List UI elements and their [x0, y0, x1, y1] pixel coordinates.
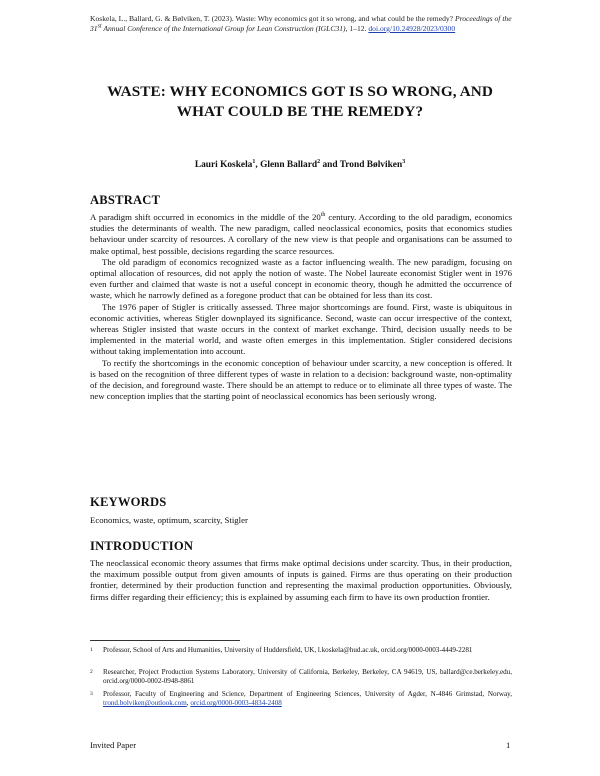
introduction-heading: INTRODUCTION: [90, 539, 194, 553]
footnote-1: 1 Professor, School of Arts and Humanities, University of Huddersfield, UK, l.koskela@hud.ac.uk, orcid.org/0000-0003-4449-2281: [90, 646, 473, 654]
email-link[interactable]: trond.bolviken@outlook.com: [103, 699, 187, 708]
paper-title: WASTE: WHY ECONOMICS GOT IS SO WRONG, AND WHAT COULD BE THE REMEDY?: [107, 83, 493, 120]
introduction-body: [90, 558, 512, 603]
keywords-heading: KEYWORDS: [90, 495, 167, 509]
author-name: Lauri Koskela: [194, 160, 253, 170]
footnote-mark: 2: [317, 158, 321, 165]
author-line: Lauri Koskela$^1$, Glenn Ballard$^2$ and Trond Bølviken$^3$: [194, 158, 406, 170]
footnote-mark: 3: [402, 158, 406, 165]
author-name: Glenn Ballard: [260, 160, 318, 170]
keywords-text: Economics, waste, optimum, scarcity, Stigler: [90, 515, 248, 525]
abstract-heading: ABSTRACT: [90, 193, 161, 207]
footnote-mark: 1: [252, 158, 256, 165]
citation-venue: Proceedings of the 31st Annual Conference of the International Group for Lean Construction (IGLC31): [90, 14, 512, 33]
author-name: Trond Bølviken: [339, 160, 403, 170]
citation-text: Koskela, L., Ballard, G. & Bølviken, T. (2023). Waste: Why economics got it so wrong, and what could be the remedy?: [90, 14, 455, 23]
footer-label: Invited Paper: [90, 740, 137, 750]
citation-pages: , 1–12.: [345, 24, 369, 33]
page-number: 1: [506, 740, 511, 750]
introduction-paragraph: The neoclassical economic theory assumes that firms make optimal decisions under scarcity. Thus, in their production, the maximum possible output from given amounts of inputs is gained. Firms are thus operating on their production frontier, determined by their production function and representing the maximal production opportunities. Obviously, firms differ regarding their efficiency; this is explained by assuming each firm to have its own production frontier.: [90, 558, 512, 602]
footnote-3: 3 Professor, Faculty of Engineering and Science, Department of Engineering Sciences, University of Agder, N-4846 Grimstad, Norway, trond.bolviken@outlook.com, orcid.org/0000-0003-4834-2408: [90, 690, 512, 708]
doi-link[interactable]: doi.org/10.24928/2023/0300: [368, 24, 456, 33]
abstract-paragraph: A paradigm shift occurred in economics in the middle of the 20th century. According to the old paradigm, economics studies the determinants of wealth. The new paradigm, called neoclassical economics, posits that economics studies behaviour under scarcity of resources. A corollary of the new view is that people and organisations can be assumed to make optimal, best possible, decisions regarding the scarce resources.: [90, 212, 512, 256]
abstract-paragraph: The 1976 paper of Stigler is critically assessed. Three major shortcomings are found. First, waste is ubiquitous in economic activities, whereas Stigler downplayed its significance. Second, waste can occur irrespective of the context, whereas Stigler insisted that waste occurs in the context of market exchange. Third, decision usually needs to be implemented in the material world, and waste often emerges in this implementation. Stigler considered decisions without taking implementation into account.: [90, 301, 512, 357]
footnote-2: 2 Researcher, Project Production Systems Laboratory, University of California, Berkeley, Berkeley, CA 94619, US, ballard@ce.berkeley.edu, orcid.org/0000-0002-0948-8861: [90, 668, 512, 686]
orcid-link[interactable]: orcid.org/0000-0003-4834-2408: [190, 699, 282, 708]
footnote-divider: [90, 640, 240, 641]
abstract-paragraph: To rectify the shortcomings in the economic conception of behaviour under scarcity, a new conception is offered. It is based on the recognition of three different types of waste in relation to a decision: background waste, non-optimality of the decision, and foreground waste. There should be an attempt to reduce or to eliminate all three types of waste. The new conception implies that the starting point of neoclassical economics has been seriously wrong.: [90, 357, 512, 402]
citation-header: [90, 14, 520, 34]
abstract-paragraph: The old paradigm of economics recognized waste as a factor influencing wealth. The new paradigm, focusing on optimal allocation of resources, did not apply the notion of waste. The Nobel laureate economist Stigler went in 1976 even further and claimed that waste is not a useful concept in economic theory, though he admitted the occurrence of waste, which he narrowly defined as a foregone product that can be obtained for less than its cost.: [90, 256, 512, 301]
abstract-body: [90, 212, 512, 402]
